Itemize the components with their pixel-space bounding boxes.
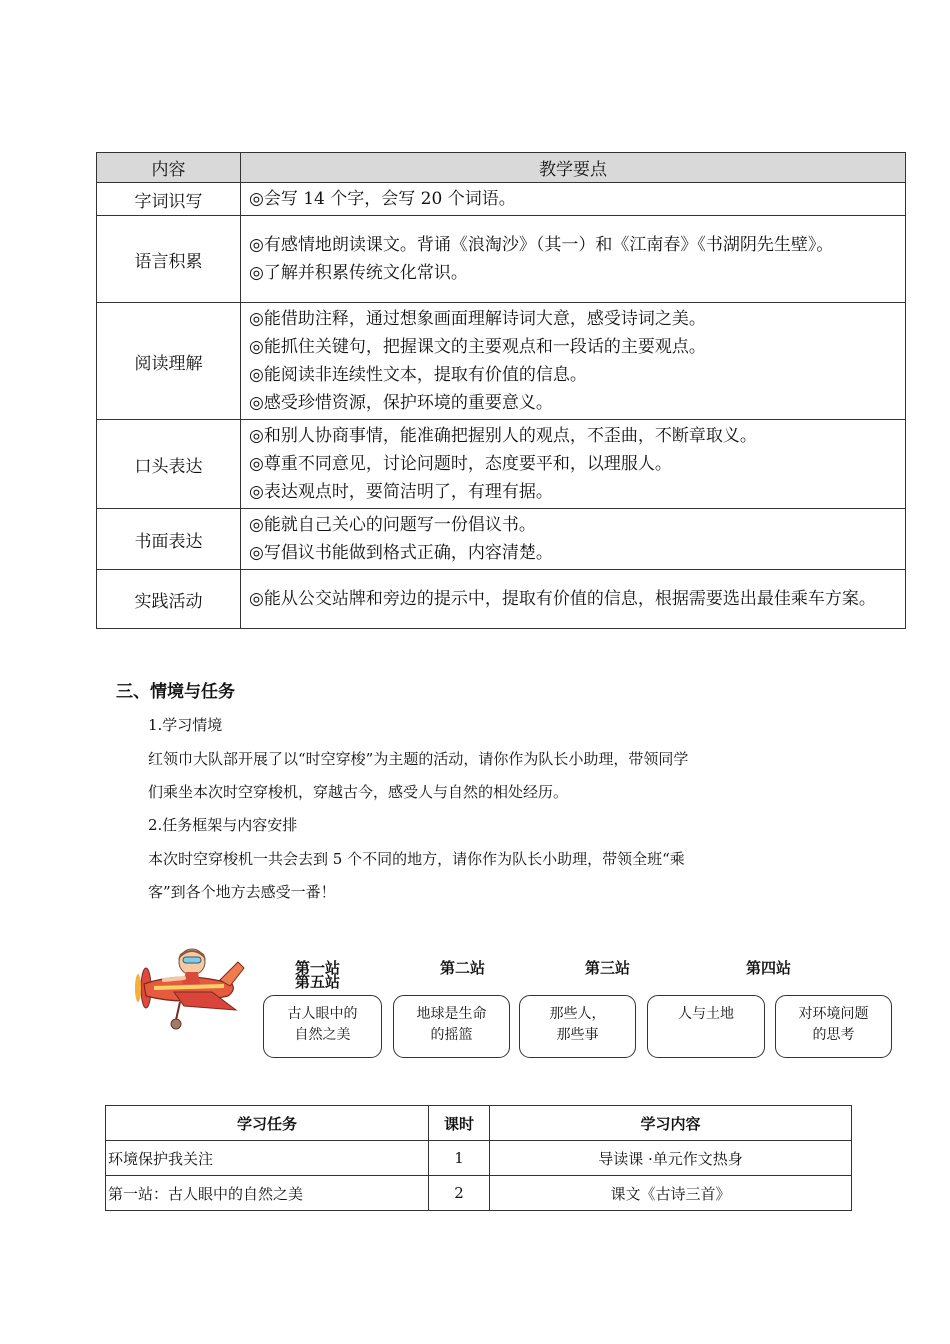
point-item: ◎会写 14 个字，会写 20 个词语。 xyxy=(249,189,516,209)
table-row xyxy=(106,1141,852,1176)
topic-cell: 阅读理解 xyxy=(97,303,241,420)
station-box-4 xyxy=(647,995,765,1058)
hours-cell: 1 xyxy=(429,1141,490,1176)
point-item: ◎表达观点时，要简洁明了，有理有据。 xyxy=(249,482,553,502)
station-box-text: 古人眼中的 自然之美 xyxy=(287,1006,358,1043)
point-item: ◎能从公交站牌和旁边的提示中，提取有价值的信息，根据需要选出最佳乘车方案。 xyxy=(249,589,876,609)
point-item: ◎有感情地朗读课文。背诵《浪淘沙》（其一）和《江南春》《书湖阴先生壁》。 xyxy=(249,235,834,255)
header-task: 学习任务 xyxy=(106,1106,429,1141)
task-cell: 第一站：古人眼中的自然之美 xyxy=(106,1176,429,1211)
topic-cell: 口头表达 xyxy=(97,420,241,509)
point-item: ◎能抓住关键句，把握课文的主要观点和一段话的主要观点。 xyxy=(249,337,706,357)
points-cell xyxy=(241,183,906,216)
objectives-row xyxy=(97,509,906,570)
framework-paragraph-line: 本次时空穿梭机一共会去到 5 个不同的地方，请你作为队长小助理，带领全班“乘 xyxy=(148,850,685,868)
objectives-row xyxy=(97,183,906,216)
section-title: 三、情境与任务 xyxy=(116,682,235,702)
point-item: ◎了解并积累传统文化常识。 xyxy=(249,263,468,283)
point-item: ◎和别人协商事情，能准确把握别人的观点，不歪曲，不断章取义。 xyxy=(249,426,757,446)
objectives-row xyxy=(97,216,906,303)
content-cell: 课文《古诗三首》 xyxy=(490,1176,852,1211)
airplane-pilot-illustration xyxy=(124,940,246,1034)
points-cell xyxy=(241,216,906,303)
task-cell: 环境保护我关注 xyxy=(106,1141,429,1176)
station-label-2: 第二站 xyxy=(440,959,486,977)
header-teaching-points: 教学要点 xyxy=(241,153,906,183)
context-paragraph-line: 红领巾大队部开展了以“时空穿梭”为主题的活动，请你作为队长小助理，带领同学 xyxy=(148,750,689,768)
station-label-5: 第五站 xyxy=(295,973,341,991)
station-label-1: 第一站 xyxy=(295,959,341,977)
points-cell xyxy=(241,509,906,570)
point-item: ◎尊重不同意见，讨论问题时，态度要平和，以理服人。 xyxy=(249,454,672,474)
points-cell xyxy=(241,570,906,629)
objectives-row xyxy=(97,303,906,420)
topic-cell: 书面表达 xyxy=(97,509,241,570)
points-cell xyxy=(241,303,906,420)
objectives-table xyxy=(96,152,906,629)
topic-cell: 实践活动 xyxy=(97,570,241,629)
station-box-2 xyxy=(393,995,510,1058)
tasks-header-row xyxy=(106,1106,852,1141)
point-item: ◎感受珍惜资源，保护环境的重要意义。 xyxy=(249,393,553,413)
context-paragraph-line: 们乘坐本次时空穿梭机，穿越古今，感受人与自然的相处经历。 xyxy=(148,783,569,801)
table-row xyxy=(106,1176,852,1211)
subsection-task-framework: 2.任务框架与内容安排 xyxy=(148,816,298,834)
station-box-3 xyxy=(519,995,636,1058)
header-hours: 课时 xyxy=(429,1106,490,1141)
header-content: 内容 xyxy=(97,153,241,183)
subsection-learning-context: 1.学习情境 xyxy=(148,716,223,734)
framework-paragraph-line: 客”到各个地方去感受一番！ xyxy=(148,883,336,901)
hours-cell: 2 xyxy=(429,1176,490,1211)
content-cell: 导读课 ·单元作文热身 xyxy=(490,1141,852,1176)
station-box-1 xyxy=(263,995,382,1058)
point-item: ◎能借助注释，通过想象画面理解诗词大意，感受诗词之美。 xyxy=(249,309,706,329)
objectives-header-row xyxy=(97,153,906,183)
point-item: ◎写倡议书能做到格式正确，内容清楚。 xyxy=(249,543,553,563)
station-label-4: 第四站 xyxy=(746,959,792,977)
tasks-table xyxy=(105,1105,852,1211)
station-box-text: 对环境问题 的思考 xyxy=(798,1006,869,1043)
station-box-text: 地球是生命 的摇篮 xyxy=(416,1006,487,1043)
topic-cell: 语言积累 xyxy=(97,216,241,303)
station-box-text: 那些人， 那些事 xyxy=(549,1006,606,1043)
point-item: ◎能阅读非连续性文本，提取有价值的信息。 xyxy=(249,365,587,385)
point-item: ◎能就自己关心的问题写一份倡议书。 xyxy=(249,515,536,535)
station-box-text: 人与土地 xyxy=(678,1006,734,1022)
topic-cell: 字词识写 xyxy=(97,183,241,216)
objectives-row xyxy=(97,570,906,629)
header-content: 学习内容 xyxy=(490,1106,852,1141)
station-box-5 xyxy=(775,995,892,1058)
station-label-3: 第三站 xyxy=(585,959,631,977)
points-cell xyxy=(241,420,906,509)
objectives-row xyxy=(97,420,906,509)
